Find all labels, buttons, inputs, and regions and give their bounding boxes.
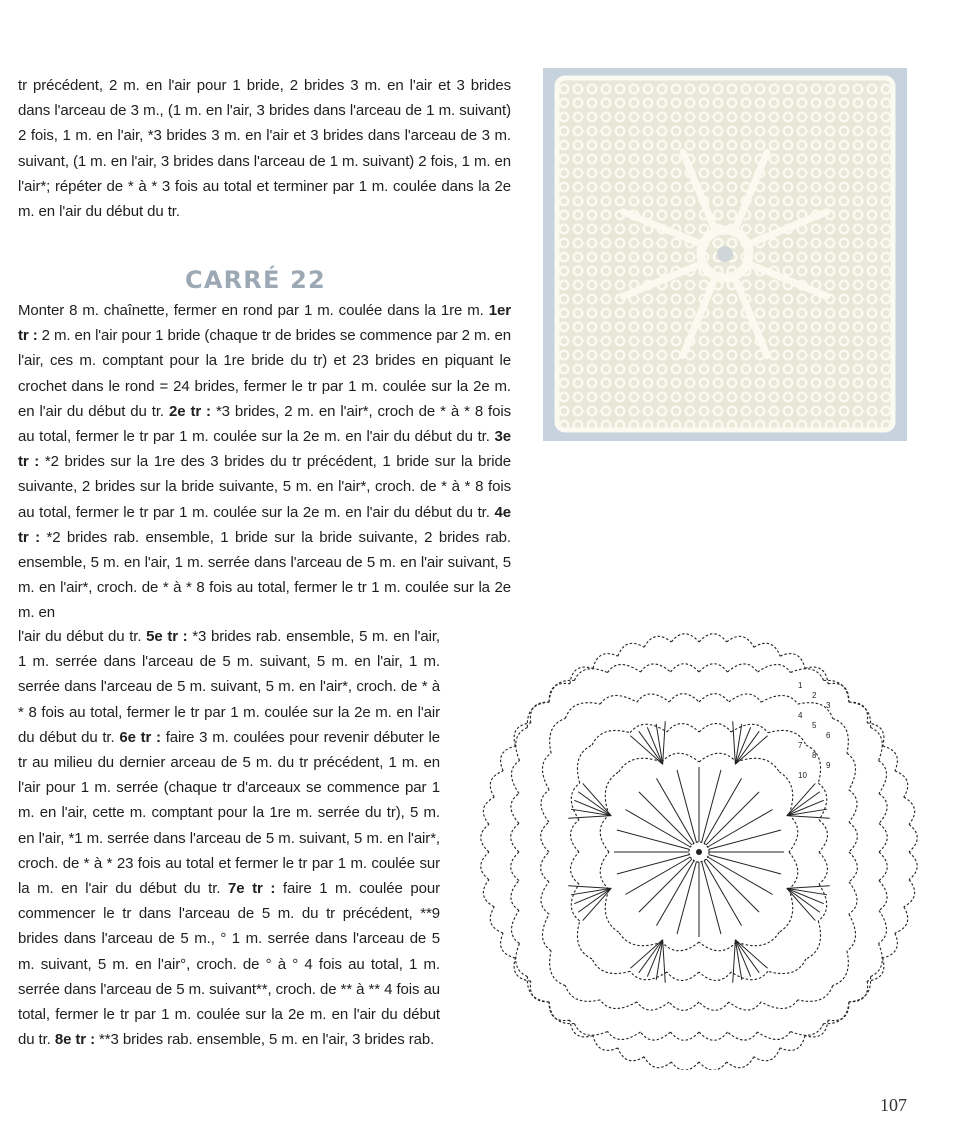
chain-arch <box>789 815 798 852</box>
chain-arch <box>514 958 531 981</box>
round-number-label: 10 <box>798 771 807 780</box>
cluster-line <box>733 940 736 983</box>
chain-arch <box>699 1002 729 1010</box>
chain-arch <box>550 718 566 753</box>
cluster-line <box>733 721 736 764</box>
chain-arch <box>736 932 779 946</box>
chain-arch <box>818 783 826 820</box>
chain-arch <box>849 702 868 723</box>
chain-arch <box>833 718 849 753</box>
chain-arch <box>644 1057 671 1068</box>
cluster-line <box>787 816 830 819</box>
cluster-line <box>787 888 827 894</box>
cluster-line <box>787 783 816 815</box>
chain-arch <box>541 822 549 852</box>
chain-arch <box>571 852 579 884</box>
chain-arch <box>727 636 754 647</box>
chain-arch <box>511 852 519 881</box>
chain-arch <box>699 664 728 672</box>
instruction-run: faire 1 m. coulée pour commencer le tr dans l'arceau de 5 m. du tr précédent, **9 brides dans l'arceau de 5 m., ° 1 m. serrée dans l'arceau de 5 m. suivant, 5 m. en l'air°, croch. de ° à ° 4 fois au total, 1 m. serrée dans l'arceau de 5 m. suivant**, croch. de ** à ** 4 fois au total, fermer le tr par 1 m. coulée sur la 2e m. en l'air du début du tr. <box>18 880 440 1049</box>
section-heading: CARRÉ 22 <box>185 266 326 294</box>
chain-arch <box>849 981 868 1002</box>
chain-arch <box>847 914 856 951</box>
chain-arch <box>592 959 630 974</box>
instructions-text-2 <box>18 624 440 1052</box>
chain-arch <box>490 771 503 797</box>
chain-arch <box>483 880 494 907</box>
chain-arch <box>849 882 857 914</box>
chain-arch <box>789 852 798 889</box>
round-label: 6e tr : <box>119 728 166 746</box>
chain-arch <box>574 669 607 681</box>
chain-arch <box>847 753 856 790</box>
stitch-line <box>639 859 692 912</box>
chain-arch <box>895 907 908 933</box>
chain-arch <box>565 703 600 719</box>
chain-arch <box>867 723 884 746</box>
round-number-label: 2 <box>812 691 817 700</box>
chain-arch <box>671 634 699 642</box>
chain-arch <box>768 959 806 974</box>
chain-arch <box>699 1032 728 1040</box>
chain-arch <box>667 724 699 732</box>
cluster-line <box>656 724 662 764</box>
round-label: 3e tr : <box>18 428 511 471</box>
chain-arch <box>541 790 549 822</box>
chain-arch <box>879 881 887 911</box>
instruction-run: *2 brides sur la 1re des 3 brides du tr précédent, 1 bride sur la bride suivante, 2 brides sur la bride suivante, 5 m. en l'air*, croch. de * à * 8 fois au total, fermer le tr par 1 m. coulée sur la 2e m. en l'air du début du tr. <box>18 453 511 521</box>
chain-arch <box>608 665 641 673</box>
crochet-square-illustration <box>543 68 907 441</box>
cluster-line <box>787 886 830 889</box>
chain-arch <box>757 665 790 673</box>
cluster-line <box>630 940 662 969</box>
chain-arch <box>849 977 871 1002</box>
chain-arch <box>530 702 549 723</box>
chain-arch <box>699 694 729 702</box>
chain-arch <box>512 910 520 943</box>
instruction-run: l'air du début du tr. <box>18 628 147 645</box>
chain-arch <box>824 680 849 702</box>
chain-arch <box>630 971 667 979</box>
cluster-line <box>787 809 827 815</box>
chain-arch <box>895 771 908 797</box>
chain-arch <box>867 958 884 981</box>
page-number: 107 <box>880 1095 907 1115</box>
round-label: 1er tr : <box>18 302 511 345</box>
chain-arch <box>641 1032 671 1040</box>
chain-arch <box>542 914 551 951</box>
chain-arch <box>608 1031 641 1039</box>
chain-arch <box>571 884 579 921</box>
chain-arch <box>849 822 857 852</box>
cluster-line <box>630 736 662 765</box>
round-number-label: 7 <box>798 741 803 750</box>
round-label: 4e tr : <box>18 503 511 546</box>
chain-arch <box>571 783 579 820</box>
cluster-line <box>663 721 666 764</box>
round-label: 8e tr : <box>54 1031 100 1049</box>
chain-arch <box>805 1020 828 1037</box>
chain-arch <box>670 1032 699 1040</box>
chain-arch <box>641 664 671 672</box>
chain-arch <box>644 636 671 647</box>
chain-arch <box>600 695 637 704</box>
chain-arch <box>662 942 699 951</box>
stitch-line <box>706 859 759 912</box>
chain-arch <box>833 951 849 986</box>
chain-arch <box>879 823 887 852</box>
round-number-label: 5 <box>812 721 817 730</box>
chain-arch <box>699 724 731 732</box>
chain-arch <box>728 664 758 672</box>
cluster-line <box>571 809 611 815</box>
stitch-line <box>639 792 692 845</box>
chain-arch <box>757 1031 790 1039</box>
chain-arch <box>600 852 609 889</box>
cluster-line <box>571 888 611 894</box>
intro-paragraph <box>18 73 511 224</box>
chain-arch <box>904 797 915 824</box>
chain-arch <box>630 724 667 732</box>
cluster-line <box>663 940 666 983</box>
instructions-part-2 <box>18 624 440 1052</box>
chain-arch <box>592 730 630 745</box>
chain-arch <box>699 972 731 980</box>
chain-arch <box>761 695 798 704</box>
instruction-run: **3 brides rab. ensemble, 5 m. en l'air, 3 brides rab. <box>99 1031 435 1049</box>
chain-arch <box>699 1062 727 1070</box>
instruction-run: *3 brides rab. ensemble, 5 m. en l'air, 1 m. serrée dans l'arceau de 5 m. suivant, 5 m. en l'air, 1 m. serrée dans l'arceau de 5 m. suivant, 5 m. en l'air*, croch. de * à * 8 fois au total, fermer le tr par 1 m. coulée sur la 2e m. en l'air du début du tr. <box>18 628 440 746</box>
cluster-line <box>735 940 767 969</box>
chain-arch <box>699 634 727 642</box>
chain-arch <box>754 643 780 656</box>
chain-arch <box>637 1002 669 1010</box>
chain-arch <box>570 1020 593 1037</box>
chain-arch <box>819 852 827 884</box>
chain-arch <box>577 745 592 783</box>
chain-arch <box>490 907 503 933</box>
chain-arch <box>511 823 519 852</box>
crochet-chart-svg <box>480 630 918 1070</box>
chain-arch <box>574 1024 607 1036</box>
cluster-line <box>583 783 612 815</box>
chain-arch <box>761 1000 798 1009</box>
round-number-label: 8 <box>812 751 817 760</box>
chain-arch <box>516 727 528 760</box>
chain-arch <box>670 664 699 672</box>
chain-arch <box>790 1024 823 1036</box>
chain-arch <box>577 921 592 959</box>
round-number-label: 9 <box>826 761 831 770</box>
chain-arch <box>511 881 519 911</box>
chain-arch <box>849 790 857 822</box>
chain-arch <box>849 852 857 882</box>
round-number-label: 1 <box>798 681 803 690</box>
chain-arch <box>729 1002 761 1010</box>
chain-arch <box>662 753 699 762</box>
chain-arch <box>871 943 883 976</box>
cluster-line <box>568 886 611 889</box>
chain-arch <box>699 942 736 951</box>
chain-arch <box>600 815 609 852</box>
cluster-line <box>568 816 611 819</box>
chain-arch <box>904 880 915 907</box>
chain-arch <box>699 753 736 762</box>
cluster-line <box>735 736 767 765</box>
chain-arch <box>527 702 549 727</box>
instructions-part-1 <box>18 298 511 626</box>
cluster-line <box>735 940 741 980</box>
chain-arch <box>879 852 887 881</box>
chain-arch <box>571 820 579 852</box>
chain-arch <box>754 1048 780 1061</box>
chain-arch <box>481 824 489 852</box>
crochet-chart-diagram <box>480 630 918 1070</box>
chain-arch <box>729 694 761 702</box>
chain-arch <box>779 889 793 932</box>
cluster-line <box>583 888 612 920</box>
crochet-square-photo <box>543 68 907 441</box>
chain-arch <box>878 910 886 943</box>
chain-arch <box>637 694 669 702</box>
round-label: 2e tr : <box>168 402 216 420</box>
cluster-line <box>656 940 662 980</box>
chain-arch <box>514 723 531 746</box>
round-number-label: 3 <box>826 701 831 710</box>
chain-arch <box>565 986 600 1002</box>
stitch-line <box>706 792 759 845</box>
chain-arch <box>879 794 887 824</box>
chain-arch <box>542 753 551 790</box>
round-number-label: 4 <box>798 711 803 720</box>
chain-arch <box>798 986 833 1002</box>
chain-arch <box>619 758 662 772</box>
chain-arch <box>819 820 827 852</box>
round-label: 5e tr : <box>146 628 193 645</box>
chain-arch <box>818 884 826 921</box>
chain-arch <box>600 1000 637 1009</box>
chain-arch <box>909 824 917 852</box>
chain-arch <box>541 852 549 882</box>
round-number-label: 6 <box>826 731 831 740</box>
chain-arch <box>727 1057 754 1068</box>
chain-arch <box>605 772 619 815</box>
chain-arch <box>570 667 593 684</box>
cluster-line <box>735 724 741 764</box>
chain-arch <box>669 694 699 702</box>
instruction-run: faire 3 m. coulées pour revenir débuter le tr au milieu du dernier arceau de 5 m. du tr précédent, 1 m. en l'air pour 1 m. serrée (chaque tr d'arceaux se commence par 1 m. en l'air, cette m. comptant pour la 1re m. serrée du tr), 5 m. en l'air, *1 m. serrée dans l'arceau de 5 m. suivant, 5 m. en l'air*, croch. de * à * 23 fois au total et fermer le tr par 1 m. coulée sur la m. en l'air du début du tr. <box>18 728 441 898</box>
chain-arch <box>779 772 793 815</box>
chain-arch <box>511 794 519 824</box>
instruction-run: *2 brides rab. ensemble, 1 bride sur la bride suivante, 2 brides rab. ensemble, 5 m. en l'air, 1 m. serrée dans l'arceau de 5 m. en l'air suivant, 5 m. en l'air*, croch. de * à * 8 fois au total, fermer le tr 1 m. coulée sur la 2e m. en <box>18 528 511 622</box>
chain-arch <box>618 643 644 656</box>
intro-text: tr précédent, 2 m. en l'air pour 1 bride, 2 brides 3 m. en l'air et 3 brides dans l'arceau de 3 m., (1 m. en l'air, 3 brides dans l'arceau de 1 m. suivant) 2 fois, 1 m. en l'air, *3 brides 3 m. en l'air et 3 brides dans l'arceau de 3 m. suivant, (1 m. en l'air, 3 brides dans l'arceau de 1 m. suivant) 2 fois, 1 m. en l'air*; répéter de * à * 3 fois au total et terminer par 1 m. coulée dans la 2e m. en l'air du début du tr. <box>18 77 511 221</box>
chain-arch <box>549 1002 574 1024</box>
cluster-line <box>787 888 816 920</box>
chain-arch <box>549 683 570 702</box>
chain-arch <box>909 852 917 880</box>
chain-arch <box>619 932 662 946</box>
instruction-run: 2 m. en l'air pour 1 bride (chaque tr de brides se commence par 2 m. en l'air, ces m. comptant pour la 1re bride du tr) et 23 brides en piquant le crochet dans le rond = 24 brides, fermer le tr par 1 m. coulée sur la 2e m. en l'air du début du tr. <box>18 327 512 420</box>
instruction-run: Monter 8 m. chaînette, fermer en rond par 1 m. coulée dans la 1re m. <box>18 302 489 319</box>
instruction-run: *3 brides, 2 m. en l'air*, croch de * à * 8 fois au total, fermer le tr par 1 m. coulée sur la 2e m. en l'air du début du tr. <box>18 402 511 446</box>
chain-arch <box>731 724 768 732</box>
chain-arch <box>669 1002 699 1010</box>
chain-arch <box>530 981 549 1002</box>
chain-arch <box>618 1048 644 1061</box>
center-dot <box>696 849 702 855</box>
chain-arch <box>828 1002 849 1021</box>
chain-arch <box>516 943 528 976</box>
chain-arch <box>667 972 699 980</box>
chain-arch <box>605 889 619 932</box>
chain-arch <box>806 921 821 959</box>
chain-arch <box>512 761 520 794</box>
chain-arch <box>736 758 779 772</box>
chain-arch <box>549 1002 570 1021</box>
chain-arch <box>728 1032 758 1040</box>
chain-arch <box>731 971 768 979</box>
chain-arch <box>483 797 494 824</box>
chain-arch <box>671 1062 699 1070</box>
chain-arch <box>481 852 489 880</box>
instructions-text-1 <box>18 298 511 626</box>
chain-arch <box>878 761 886 794</box>
chain-arch <box>828 683 849 702</box>
chain-arch <box>871 727 883 760</box>
chain-arch <box>805 667 828 684</box>
chain-arch <box>550 951 566 986</box>
chain-arch <box>541 882 549 914</box>
round-label: 7e tr : <box>228 880 283 898</box>
chain-arch <box>790 669 823 681</box>
